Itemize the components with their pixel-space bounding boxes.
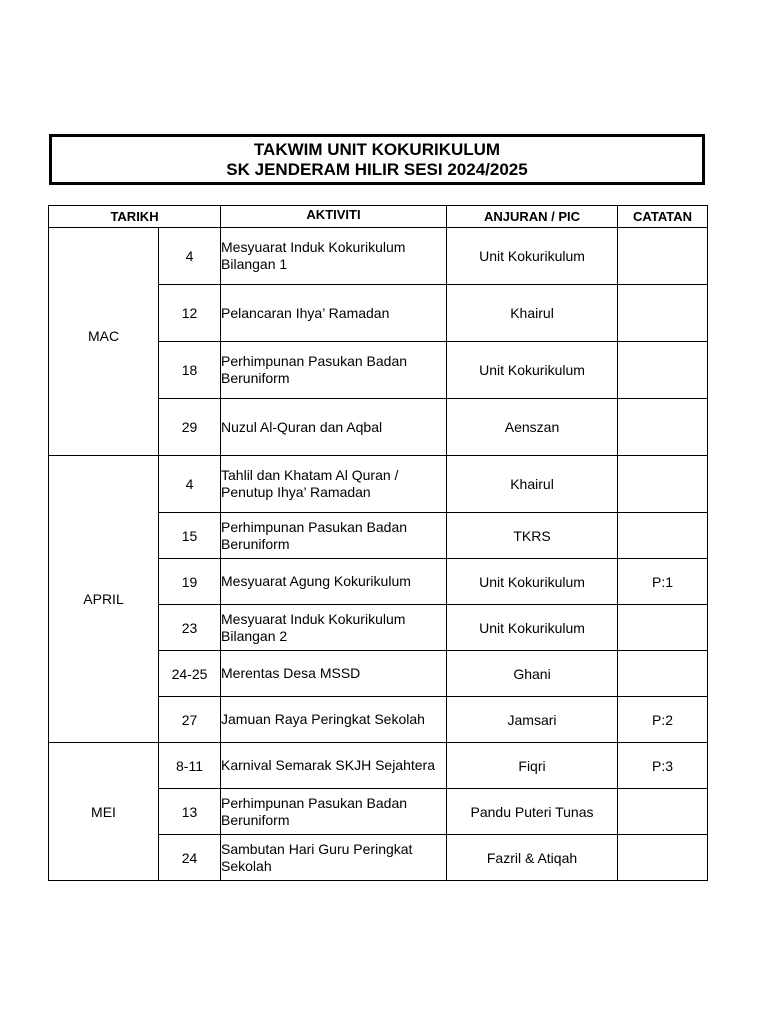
pic-cell: TKRS [447, 513, 618, 559]
month-cell [49, 228, 159, 456]
note-cell [618, 651, 708, 697]
date-cell: 24 [159, 835, 221, 881]
date-cell: 23 [159, 605, 221, 651]
activity-cell: Mesyuarat Agung Kokurikulum [221, 559, 447, 605]
document-title: TAKWIM UNIT KOKURIKULUM [253, 139, 501, 159]
activity-cell: Perhimpunan Pasukan Badan Beruniform [221, 789, 447, 835]
header-anjuran: ANJURAN / PIC [447, 206, 618, 228]
date-cell: 4 [159, 228, 221, 285]
date-cell: 15 [159, 513, 221, 559]
activity-cell: Jamuan Raya Peringkat Sekolah [221, 697, 447, 743]
date-cell: 18 [159, 342, 221, 399]
note-cell: P:2 [618, 697, 708, 743]
activity-cell: Sambutan Hari Guru Peringkat Sekolah [221, 835, 447, 881]
table-row [49, 456, 708, 513]
date-cell: 27 [159, 697, 221, 743]
pic-cell: Unit Kokurikulum [447, 605, 618, 651]
note-cell [618, 789, 708, 835]
pic-cell: Unit Kokurikulum [447, 228, 618, 285]
date-cell: 12 [159, 285, 221, 342]
pic-cell: Aenszan [447, 399, 618, 456]
note-cell [618, 285, 708, 342]
table-row [49, 228, 708, 285]
note-cell: P:1 [618, 559, 708, 605]
activity-cell: Mesyuarat Induk Kokurikulum Bilangan 2 [221, 605, 447, 651]
note-cell [618, 835, 708, 881]
activity-cell: Merentas Desa MSSD [221, 651, 447, 697]
pic-cell: Khairul [447, 456, 618, 513]
table-header-row [49, 206, 708, 228]
note-cell: P:3 [618, 743, 708, 789]
header-tarikh: TARIKH [49, 206, 221, 228]
note-cell [618, 513, 708, 559]
activity-cell: Karnival Semarak SKJH Sejahtera [221, 743, 447, 789]
month-label: MEI [91, 803, 116, 820]
activity-cell: Perhimpunan Pasukan Badan Beruniform [221, 513, 447, 559]
date-cell: 8-11 [159, 743, 221, 789]
pic-cell: Fiqri [447, 743, 618, 789]
pic-cell: Khairul [447, 285, 618, 342]
note-cell [618, 399, 708, 456]
header-aktiviti: AKTIVITI [221, 206, 447, 228]
schedule-table [48, 205, 708, 881]
document-subtitle: SK JENDERAM HILIR SESI 2024/2025 [226, 159, 528, 179]
header-catatan: CATATAN [618, 206, 708, 228]
activity-cell: Mesyuarat Induk Kokurikulum Bilangan 1 [221, 228, 447, 285]
date-cell: 29 [159, 399, 221, 456]
pic-cell: Ghani [447, 651, 618, 697]
activity-cell: Nuzul Al-Quran dan Aqbal [221, 399, 447, 456]
month-cell [49, 743, 159, 881]
pic-cell: Pandu Puteri Tunas [447, 789, 618, 835]
pic-cell: Jamsari [447, 697, 618, 743]
table-row [49, 743, 708, 789]
activity-cell: Perhimpunan Pasukan Badan Beruniform [221, 342, 447, 399]
note-cell [618, 456, 708, 513]
note-cell [618, 342, 708, 399]
date-cell: 24-25 [159, 651, 221, 697]
note-cell [618, 605, 708, 651]
date-cell: 19 [159, 559, 221, 605]
month-label: APRIL [83, 591, 124, 607]
month-cell [49, 456, 159, 743]
pic-cell: Unit Kokurikulum [447, 342, 618, 399]
activity-cell: Pelancaran Ihya’ Ramadan [221, 285, 447, 342]
month-label: MAC [87, 327, 120, 344]
pic-cell: Unit Kokurikulum [447, 559, 618, 605]
date-cell: 13 [159, 789, 221, 835]
pic-cell: Fazril & Atiqah [447, 835, 618, 881]
document-title-box [49, 134, 705, 185]
activity-cell: Tahlil dan Khatam Al Quran / Penutup Ihya’ Ramadan [221, 456, 447, 513]
date-cell: 4 [159, 456, 221, 513]
note-cell [618, 228, 708, 285]
